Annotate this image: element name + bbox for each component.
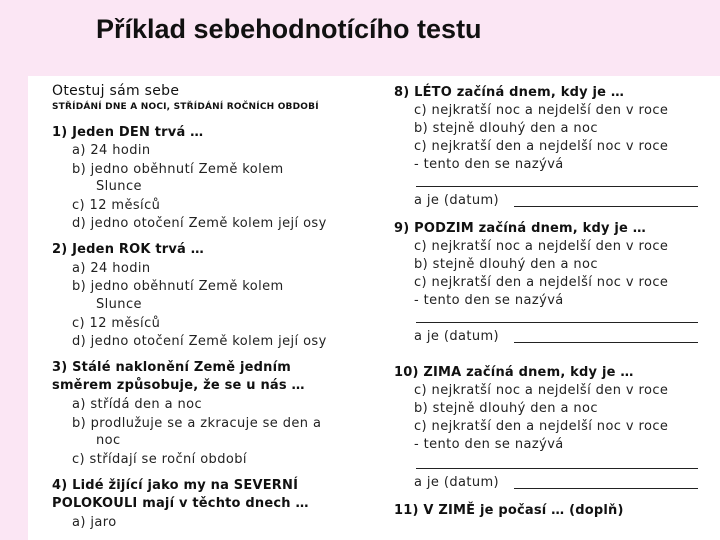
question-10: 10) ZIMA začíná dnem, kdy je … [394,365,634,380]
question-4-option-a: a) jaro [72,515,117,530]
question-8-option-3: c) nejkratší den a nejdelší noc v roce [414,139,669,154]
question-1: 1) Jeden DEN trvá … [52,125,204,140]
question-9-date-label: a je (datum) [414,329,500,344]
question-11: 11) V ZIMĚ je počasí … (doplň) [394,503,624,518]
question-2-option-a: a) 24 hodin [72,261,151,276]
question-2-option-d: d) jedno otočení Země kolem její osy [72,334,327,349]
question-1-option-b: b) jedno oběhnutí Země kolem [72,162,284,177]
question-1-option-c: c) 12 měsíců [72,198,161,213]
question-9-option-2: b) stejně dlouhý den a noc [414,257,598,272]
slide-title: Příklad sebehodnotícího testu [96,14,482,44]
question-9: 9) PODZIM začíná dnem, kdy je … [394,221,647,236]
question-3-line-2: směrem způsobuje, že se u nás … [52,378,305,393]
worksheet [28,76,720,540]
question-8-date-label: a je (datum) [414,193,500,208]
question-3-option-c: c) střídají se roční období [72,452,247,467]
question-3-line-1: 3) Stálé naklonění Země jedním [52,360,291,375]
question-3-option-b: b) prodlužuje se a zkracuje se den a [72,416,322,431]
question-8-day-name-answer-line[interactable] [416,186,698,187]
question-8-day-name-label: - tento den se nazývá [414,157,564,172]
question-10-option-3: c) nejkratší den a nejdelší noc v roce [414,419,669,434]
question-8: 8) LÉTO začíná dnem, kdy je … [394,85,625,100]
question-10-date-answer-line[interactable] [514,488,698,489]
question-9-date-answer-line[interactable] [514,342,698,343]
question-9-option-1: c) nejkratší noc a nejdelší den v roce [414,239,669,254]
worksheet-heading: Otestuj sám sebe [52,83,180,99]
question-8-option-1: c) nejkratší noc a nejdelší den v roce [414,103,669,118]
question-4-line-1: 4) Lidé žijící jako my na SEVERNÍ [52,478,299,493]
question-1-option-a: a) 24 hodin [72,143,151,158]
question-2-option-b-cont: Slunce [96,297,142,312]
question-9-day-name-answer-line[interactable] [416,322,698,323]
question-2-option-c: c) 12 měsíců [72,316,161,331]
question-10-option-2: b) stejně dlouhý den a noc [414,401,598,416]
question-8-date-answer-line[interactable] [514,206,698,207]
worksheet-subheading: STŘÍDÁNÍ DNE A NOCI, STŘÍDÁNÍ ROČNÍCH OBDOBÍ [52,102,319,112]
question-10-date-label: a je (datum) [414,475,500,490]
question-3-option-b-cont: noc [96,433,121,448]
question-4-line-2: POLOKOULI mají v těchto dnech … [52,496,309,511]
question-9-day-name-label: - tento den se nazývá [414,293,564,308]
question-2-option-b: b) jedno oběhnutí Země kolem [72,279,284,294]
question-3-option-a: a) střídá den a noc [72,397,203,412]
question-1-option-b-cont: Slunce [96,179,142,194]
question-9-option-3: c) nejkratší den a nejdelší noc v roce [414,275,669,290]
question-10-day-name-label: - tento den se nazývá [414,437,564,452]
question-1-option-d: d) jedno otočení Země kolem její osy [72,216,327,231]
question-8-option-2: b) stejně dlouhý den a noc [414,121,598,136]
question-2: 2) Jeden ROK trvá … [52,242,204,257]
question-10-day-name-answer-line[interactable] [416,468,698,469]
question-10-option-1: c) nejkratší noc a nejdelší den v roce [414,383,669,398]
